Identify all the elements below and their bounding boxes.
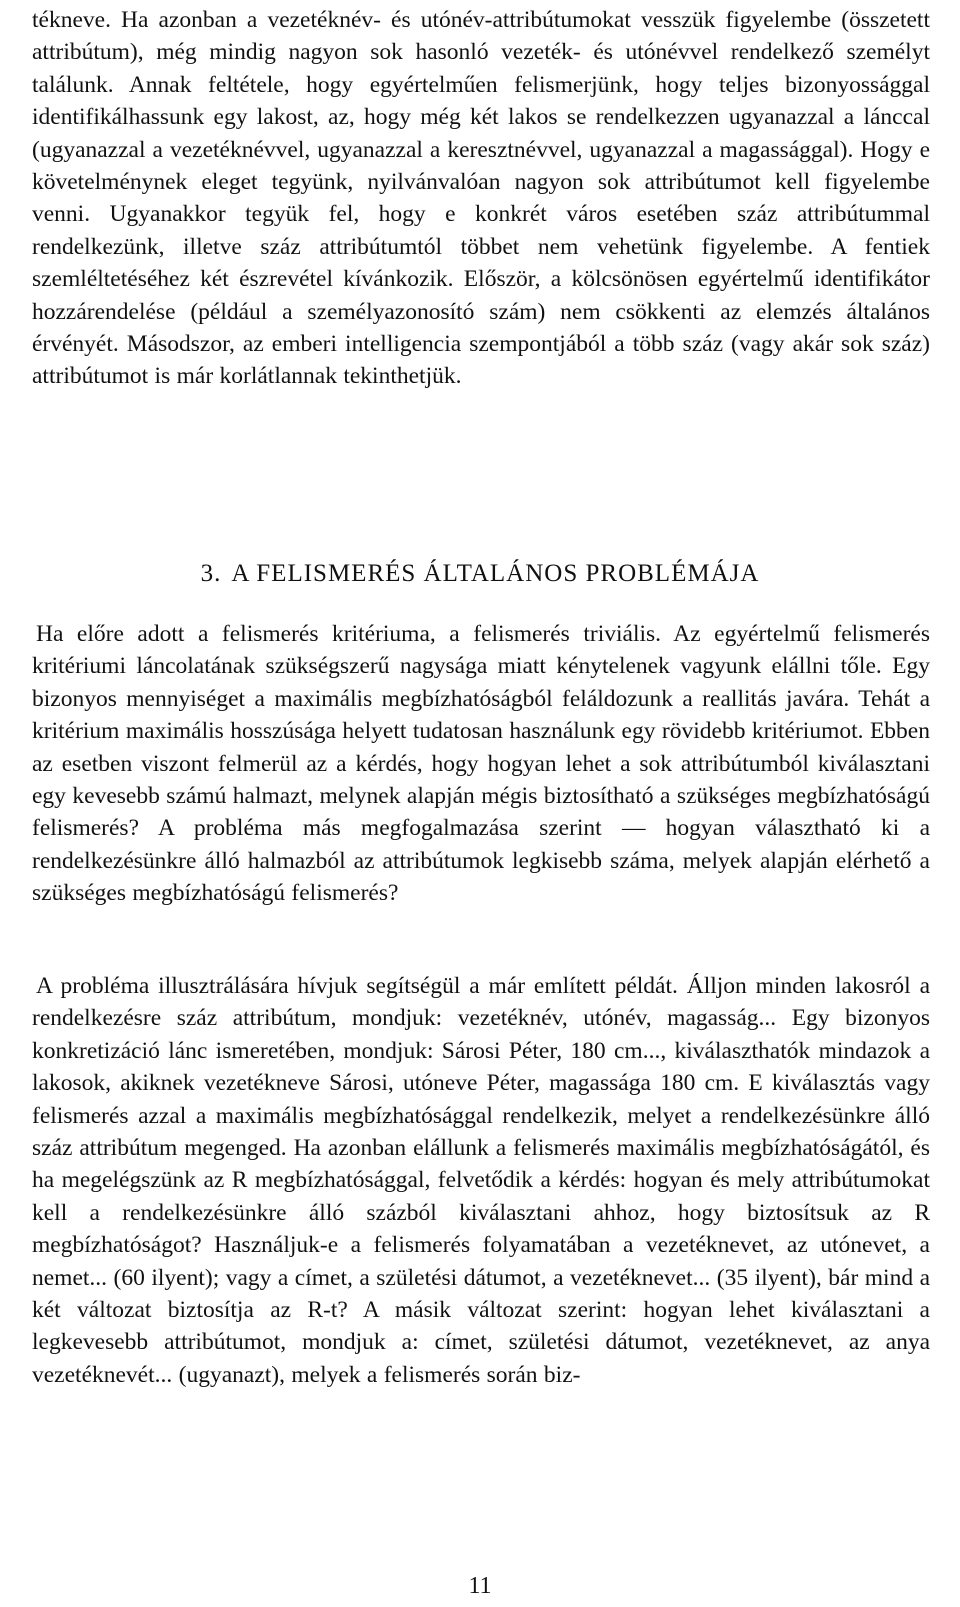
page-number: 11 (468, 1573, 492, 1599)
section-number: 3. (200, 560, 222, 587)
problem-paragraph: Ha előre adott a felismerés kritériuma, a felismerés triviális. Az egyértelmű felismerés kritériumi láncolatának szükségszerű nagysága miatt kénytelenek vagyunk elállni tőle. Egy bizonyos mennyiséget a maximális megbízhatóságból feláldozunk a reallitás javára. Tehát a kritérium maximális hosszúsága helyett tudatosan használunk egy rövidebb kritériumot. Ebben az esetben viszont felmerül az a kérdés, hogy hogyan lehet a sok attribútumból kiválasztani egy kevesebb számú halmazt, melynek alapján mégis biztosítható a szükséges megbízhatóságú felismerés? A probléma más megfogalmazása szerint — hogyan választható ki a rendelkezésünkre álló halmazból az attribútumok legkisebb száma, melyek alapján elérhető a szükséges megbízhatóságú felismerés? (32, 621, 930, 907)
illustration-paragraph: A probléma illusztrálására hívjuk segítségül a már említett példát. Álljon minden lakosról a rendelkezésre száz attribútum, mondjuk: vezetéknév, utónév, magasság... Egy bizonyos konkretizáció lánc ismeretében, mondjuk: Sárosi Péter, 180 cm..., kiválaszthatók mindazok a lakosok, akiknek vezetékneve Sárosi, utóneve Péter, magassága 180 cm. E kiválasztás vagy felismerés azzal a maximális megbízhatósággal rendelkezik, melyet a rendelkezésünkre álló száz attribútum megenged. Ha azonban elállunk a felismerés maximális megbízhatóságától, és ha megelégszünk az R megbízhatósággal, felvetődik a kérdés: hogyan és mely attribútumokat kell a rendelkezésünkre álló százból kiválasztani ahhoz, hogy biztosítsuk az R megbízhatóságot? Használjuk-e a felismerés folyamatában a vezetéknevet, az utónevet, a nemet... (60 ilyent); vagy a címet, a születési dátumot, a vezetéknevet... (35 ilyent), bár mind a két változat biztosítja az R-t? A másik változat szerint: hogyan lehet kiválasztani a legkevesebb attribútumot, mondjuk a: címet, születési dátumot, vezetéknevet, az anya vezetéknevét... (ugyanazt), melyek a felismerés során biz- (32, 973, 930, 1388)
section-heading (0, 560, 960, 588)
continuation-paragraph: tékneve. Ha azonban a vezetéknév- és utónév-attribútumokat vesszük figyelembe (összetett attribútum), még mindig nagyon sok hasonló vezeték- és utónévvel rendelkező személyt találunk. Annak feltétele, hogy egyértelműen felismerjünk, hogy teljes bizonyossággal identifikálhassunk egy lakost, az, hogy még két lakos se rendelkezzen ugyanazzal a lánccal (ugyanazzal a vezetéknévvel, ugyanazzal a keresztnévvel, ugyanazzal a magassággal). Hogy e követelménynek eleget tegyünk, nyilvánvalóan nagyon sok attribútumot kell figyelembe venni. Ugyanakkor tegyük fel, hogy e konkrét város esetében száz attribútummal rendelkezünk, illetve száz attribútumtól többet nem vehetünk figyelembe. A fentiek szemléltetéséhez két észrevétel kívánkozik. Először, a kölcsönösen egyértelmű identifikátor hozzárendelése (például a személyazonosító szám) nem csökkenti az elemzés általános érvényét. Másodszor, az emberi intelligencia szempontjából a több száz (vagy akár sok száz) attribútumot is már korlátlannak tekinthetjük. (32, 7, 930, 390)
section-title: A FELISMERÉS ÁLTALÁNOS PROBLÉMÁJA (231, 560, 760, 587)
